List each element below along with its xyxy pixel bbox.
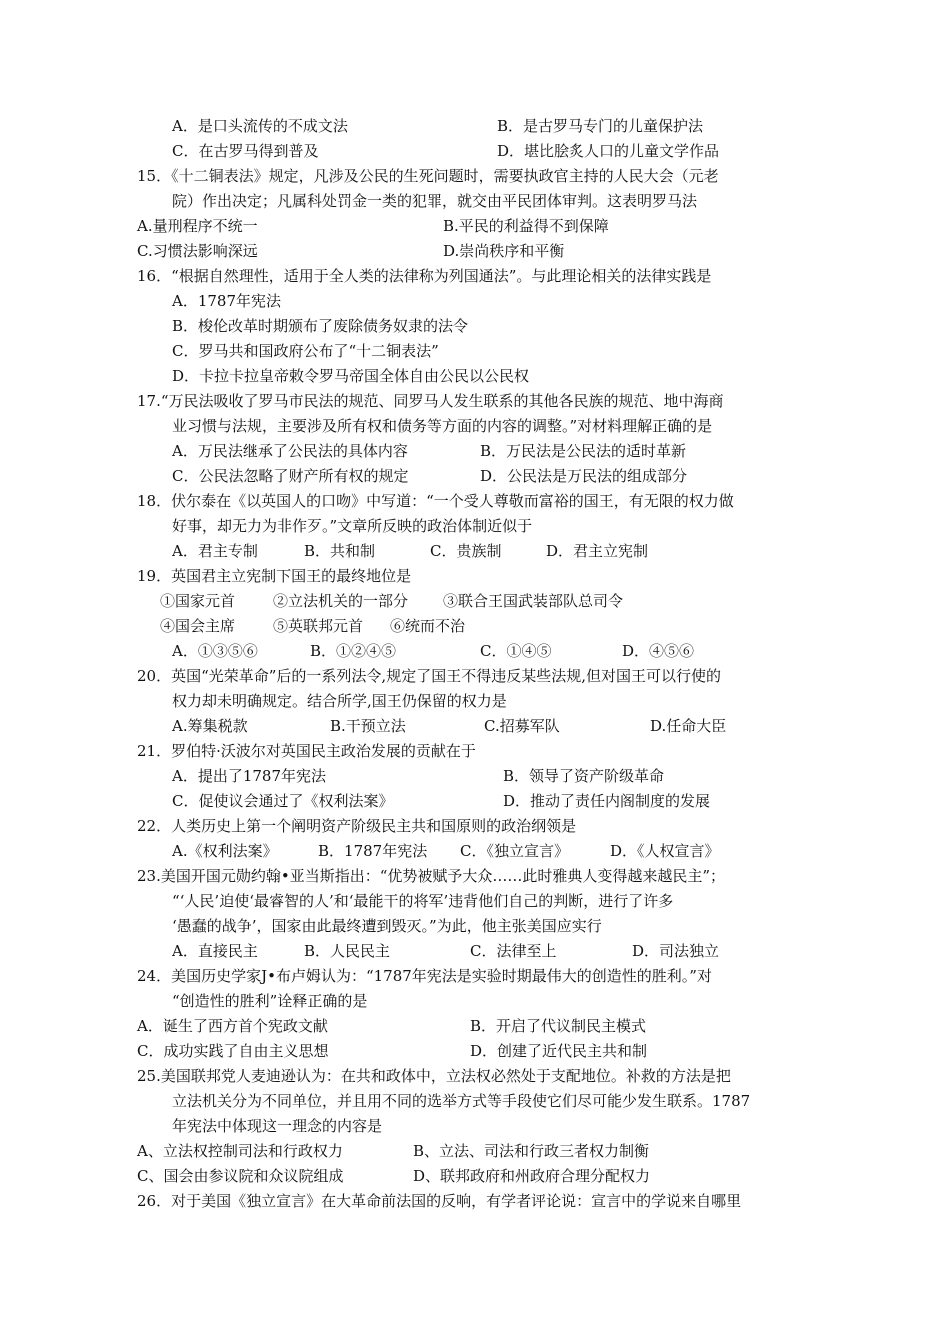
- text-line: 26．对于美国《独立宣言》在大革命前法国的反响，有学者评论说：宣言中的学说来自哪里: [137, 1192, 742, 1210]
- text-line: “‘人民’迫使‘最睿智的人’和‘最能干的将军’违背他们自己的判断，进行了许多: [172, 892, 674, 910]
- text-line: A．万民法继承了公民法的具体内容: [172, 442, 408, 460]
- text-line: ④国会主席: [160, 617, 236, 635]
- text-line: B．①②④⑤: [310, 642, 397, 660]
- text-line: 17.“万民法吸收了罗马市民法的规范、同罗马人发生联系的其他各民族的规范、地中海商: [137, 392, 724, 410]
- text-line: B．人民民主: [304, 942, 391, 960]
- text-line: B．领导了资产阶级革命: [503, 767, 665, 785]
- text-line: 好事，却无力为非作歹。”文章所反映的政治体制近似于: [172, 517, 533, 535]
- text-line: 年宪法中体现这一理念的内容是: [172, 1117, 383, 1135]
- text-line: C．在古罗马得到普及: [172, 142, 319, 160]
- text-line: D．公民法是万民法的组成部分: [480, 467, 688, 485]
- text-line: B．是古罗马专门的儿童保护法: [497, 117, 704, 135]
- text-line: C、国会由参议院和众议院组成: [137, 1167, 344, 1185]
- text-line: 16．“根据自然理性，适用于全人类的法律称为列国通法”。与此理论相关的法律实践是: [137, 267, 712, 285]
- text-line: A.筹集税款: [172, 717, 248, 735]
- text-line: 权力却未明确规定。结合所学,国王仍保留的权力是: [172, 692, 507, 710]
- text-line: D．卡拉卡拉皇帝敕令罗马帝国全体自由公民以公民权: [172, 367, 530, 385]
- text-line: A．①③⑤⑥: [172, 642, 258, 660]
- text-line: 业习惯与法规，主要涉及所有权和债务等方面的内容的调整。”对材料理解正确的是: [172, 417, 713, 435]
- text-line: D.任命大臣: [650, 717, 727, 735]
- text-line: B．梭伦改革时期颁布了废除债务奴隶的法令: [172, 317, 469, 335]
- text-line: C．①④⑤: [480, 642, 552, 660]
- text-line: B．开启了代议制民主模式: [470, 1017, 647, 1035]
- text-line: 15．《十二铜表法》规定，凡涉及公民的生死问题时，需要执政官主持的人民大会（元老: [137, 167, 719, 185]
- question-22-stem: 22．人类历史上第一个阐明资产阶级民主共和国原则的政治纲领是: [137, 817, 577, 835]
- text-line: ③联合王国武装部队总司令: [443, 592, 624, 610]
- text-line: ‘愚蠢的战争’，国家由此最终遭到毁灭。”为此，他主张美国应实行: [172, 917, 602, 935]
- text-line: A．直接民主: [172, 942, 258, 960]
- text-line: C．罗马共和国政府公布了“十二铜表法”: [172, 342, 439, 360]
- question-22-option: B．1787年宪法: [318, 842, 428, 860]
- text-line: A．诞生了西方首个宪政文献: [137, 1017, 328, 1035]
- text-line: C．成功实践了自由主义思想: [137, 1042, 329, 1060]
- text-line: C.习惯法影响深远: [137, 242, 258, 260]
- text-line: D．君主立宪制: [546, 542, 649, 560]
- text-line: B.干预立法: [330, 717, 406, 735]
- text-line: C．促使议会通过了《权利法案》: [172, 792, 394, 810]
- text-line: A.量刑程序不统一: [137, 217, 258, 235]
- text-line: ②立法机关的一部分: [273, 592, 409, 610]
- text-line: ⑤英联邦元首: [273, 617, 364, 635]
- text-line: D.崇尚秩序和平衡: [443, 242, 565, 260]
- text-line: B、立法、司法和行政三者权力制衡: [413, 1142, 650, 1160]
- text-line: D．堪比脍炙人口的儿童文学作品: [497, 142, 720, 160]
- text-line: D、联邦政府和州政府合理分配权力: [413, 1167, 651, 1185]
- text-line: C．贵族制: [430, 542, 502, 560]
- text-line: D．创建了近代民主共和制: [470, 1042, 648, 1060]
- text-line: C.招募军队: [484, 717, 560, 735]
- text-line: B．共和制: [304, 542, 376, 560]
- text-line: “创造性的胜利”诠释正确的是: [172, 992, 368, 1010]
- text-line: D．司法独立: [632, 942, 720, 960]
- text-line: A．君主专制: [172, 542, 258, 560]
- text-line: 20．英国“光荣革命”后的一系列法令,规定了国王不得违反某些法规,但对国王可以行使的: [137, 667, 721, 685]
- text-line: 23.美国开国元勋约翰•亚当斯指出：“优势被赋予大众……此时雅典人变得越来越民主”；: [137, 867, 726, 885]
- text-line: A．1787年宪法: [172, 292, 282, 310]
- text-line: A．提出了1787年宪法: [172, 767, 327, 785]
- text-line: 19．英国君主立宪制下国王的最终地位是: [137, 567, 412, 585]
- text-line: 21．罗伯特·沃波尔对英国民主政治发展的贡献在于: [137, 742, 476, 760]
- question-22-option: D．《人权宣言》: [610, 842, 720, 860]
- text-line: D．④⑤⑥: [622, 642, 695, 660]
- text-line: B．万民法是公民法的适时革新: [480, 442, 687, 460]
- text-line: B.平民的利益得不到保障: [443, 217, 609, 235]
- text-line: 立法机关分为不同单位，并且用不同的选举方式等手段使它们尽可能少发生联系。1787: [172, 1092, 751, 1110]
- text-line: ⑥统而不治: [390, 617, 466, 635]
- text-line: C．公民法忽略了财产所有权的规定: [172, 467, 409, 485]
- question-22-option: C．《独立宣言》: [460, 842, 569, 860]
- text-line: C．法律至上: [470, 942, 557, 960]
- text-line: D．推动了责任内阁制度的发展: [503, 792, 711, 810]
- text-line: 院）作出决定；凡属科处罚金一类的犯罪，就交由平民团体审判。这表明罗马法: [172, 192, 698, 210]
- text-line: ①国家元首: [160, 592, 236, 610]
- text-line: A．是口头流传的不成文法: [172, 117, 348, 135]
- text-line: A、立法权控制司法和行政权力: [137, 1142, 343, 1160]
- question-22-option: A.《权利法案》: [172, 842, 278, 860]
- text-line: 24．美国历史学家J•布卢姆认为：“1787年宪法是实验时期最伟大的创造性的胜利。”对: [137, 967, 712, 985]
- text-line: 25.美国联邦党人麦迪逊认为：在共和政体中，立法权必然处于支配地位。补救的方法是把: [137, 1067, 731, 1085]
- text-line: 18．伏尔泰在《以英国人的口吻》中写道：“一个受人尊敬而富裕的国王，有无限的权力做: [137, 492, 734, 510]
